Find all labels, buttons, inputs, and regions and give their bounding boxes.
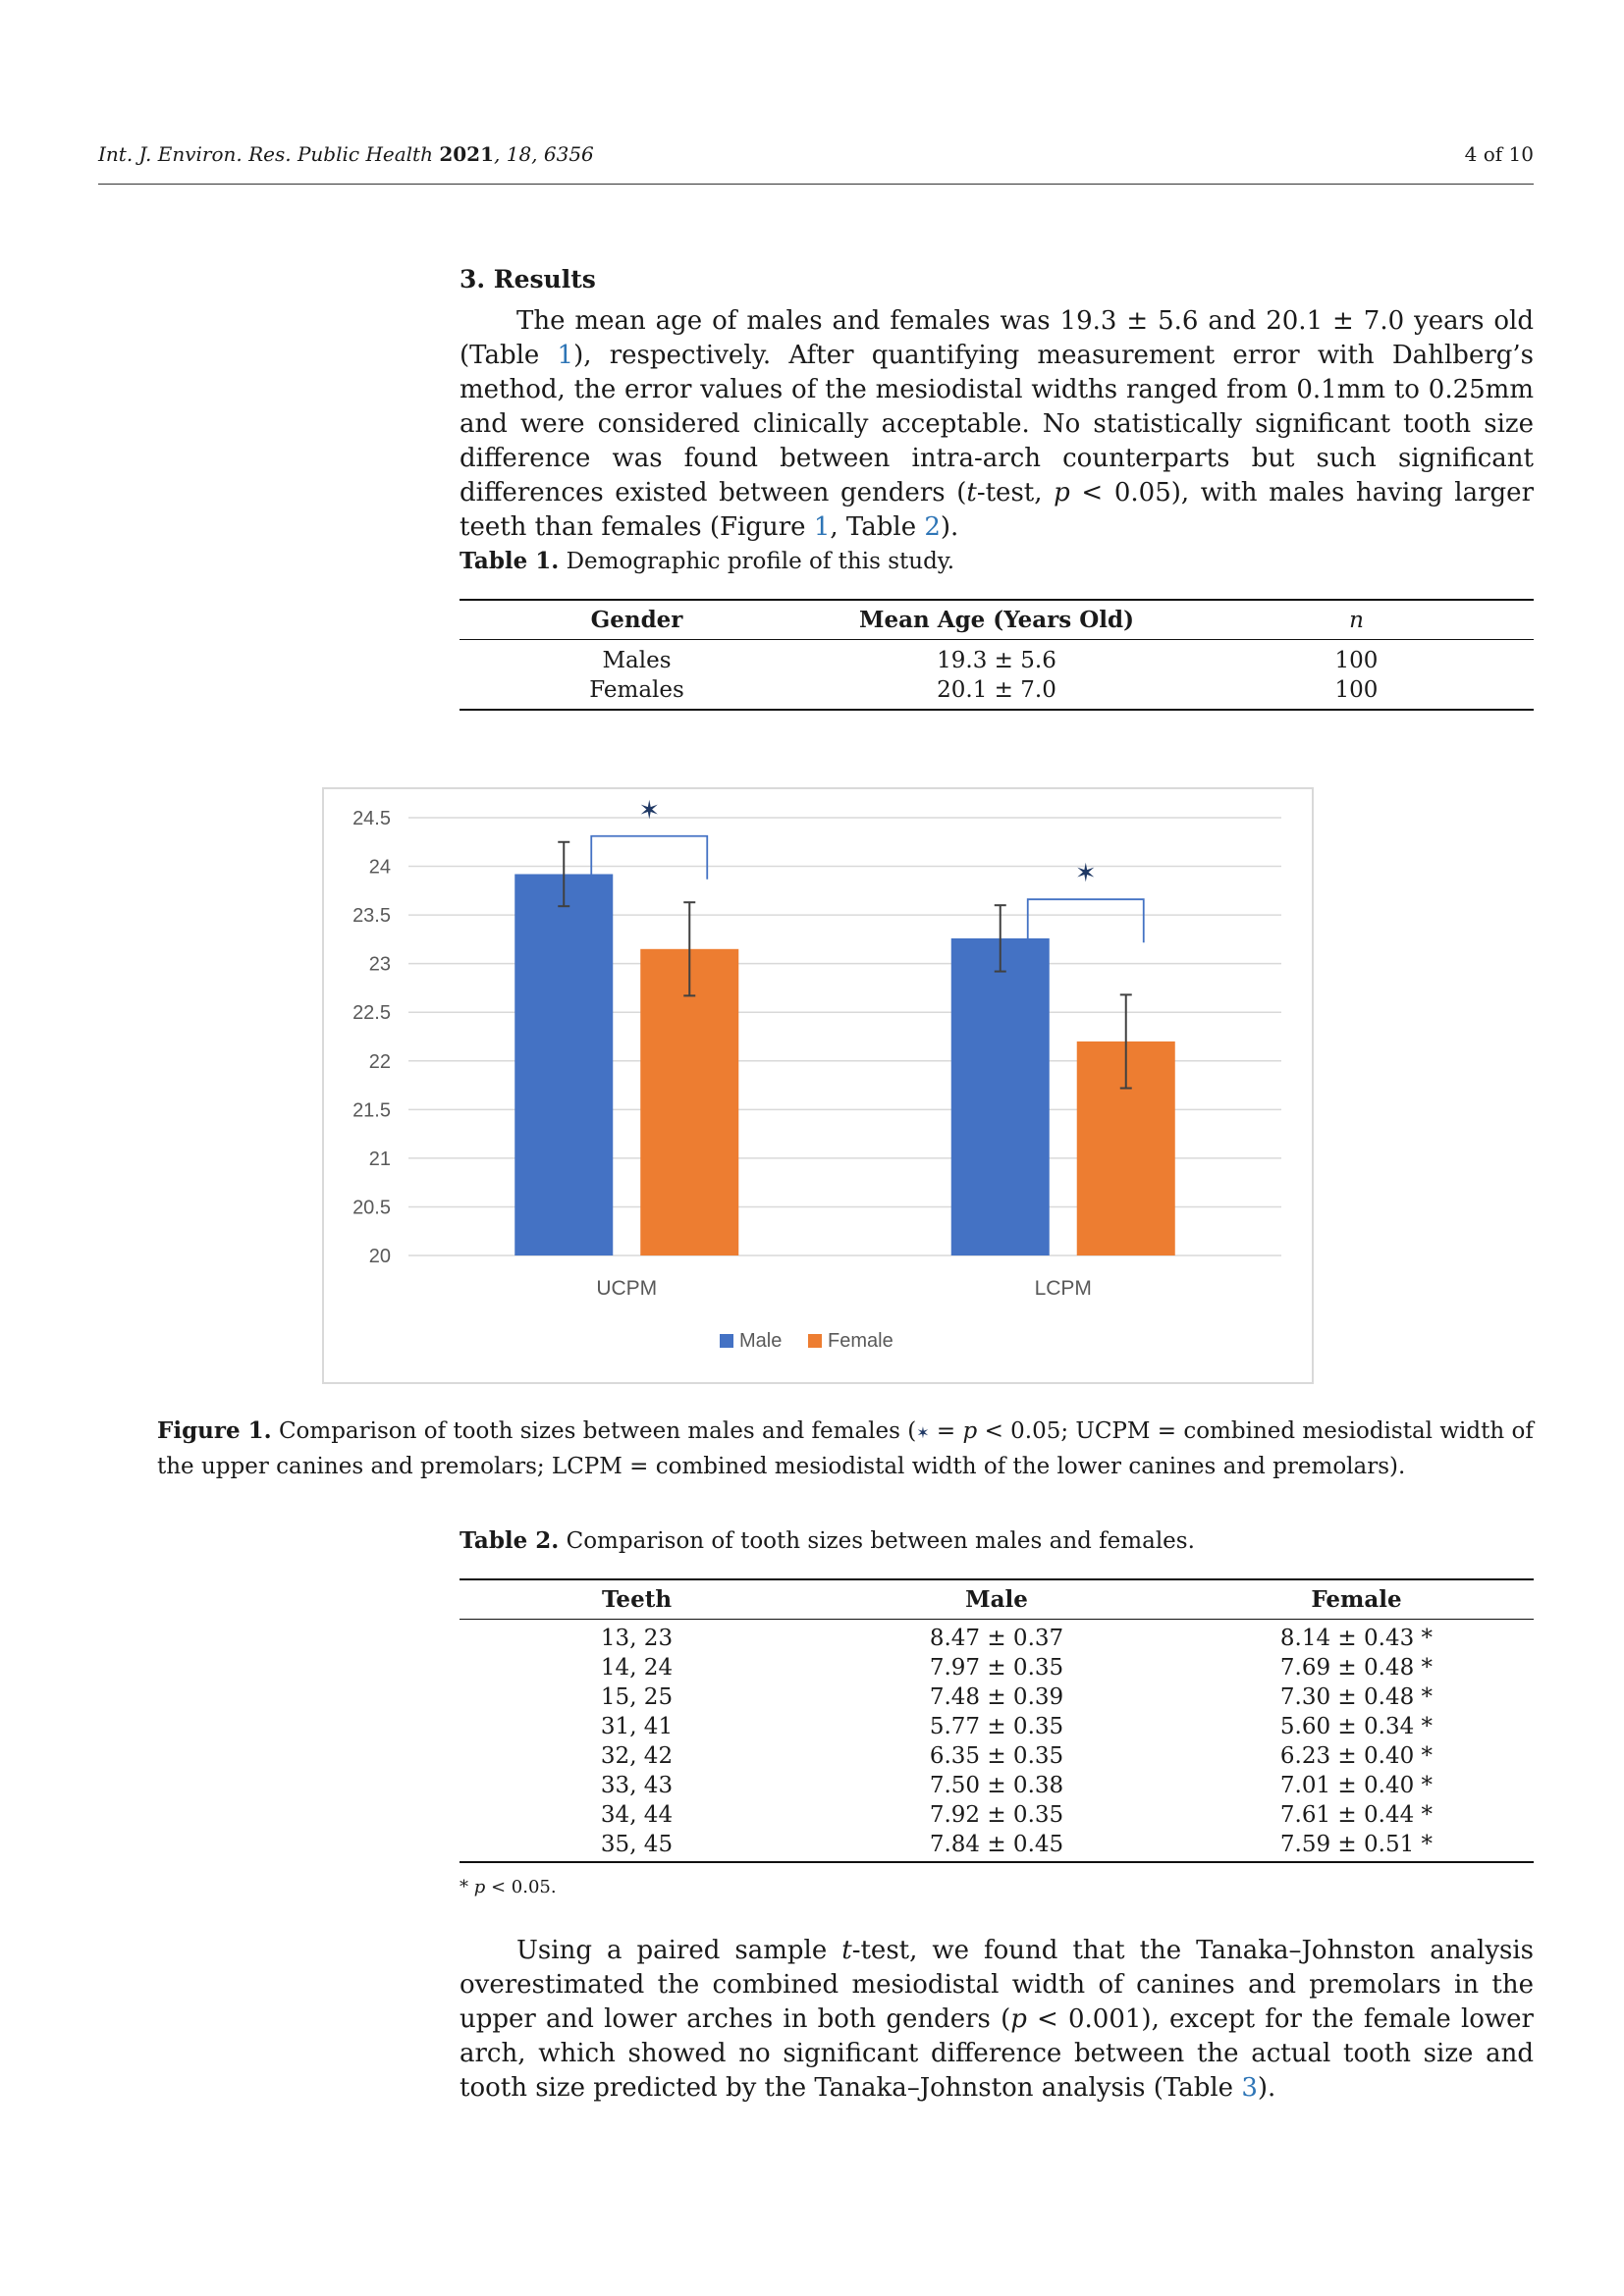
table1-header-mean-age: Mean Age (Years Old) [859, 607, 1134, 633]
table2-footnote [460, 1877, 1534, 1897]
y-tick-label: 23 [368, 953, 391, 976]
table-cell: 20.1 ± 7.0 [937, 677, 1056, 703]
significance-star-icon: ✶ [1074, 859, 1097, 889]
para1-text-6: ). [940, 512, 959, 542]
table-cell: 100 [1334, 648, 1379, 673]
table-cell: 7.97 ± 0.35 [929, 1655, 1064, 1681]
table-cell: 7.01 ± 0.40 * [1279, 1773, 1434, 1798]
para2-text-3: < 0.001), except for the female lower arch, which showed no significant difference between the actual tooth size and tooth size predicted by the Tanaka–Johnston analysis (Table [460, 2004, 1534, 2103]
figure1-caption-text-1: Comparison of tooth sizes between males and females ( [271, 1418, 917, 1444]
y-tick-label: 20.5 [352, 1197, 391, 1219]
table-cell: 19.3 ± 5.6 [937, 648, 1056, 673]
journal-volume: , 18, 6356 [494, 142, 594, 166]
y-tick-label: 22.5 [352, 1002, 391, 1025]
table-row [460, 1620, 1534, 1654]
x-category-label: UCPM [596, 1277, 658, 1300]
table-cell: 6.23 ± 0.40 * [1279, 1743, 1434, 1769]
y-tick-label: 22 [368, 1050, 391, 1073]
table2-header-row [460, 1579, 1534, 1620]
para1-p-symbol: p [1054, 478, 1070, 507]
table-cell: 33, 43 [600, 1773, 674, 1798]
legend-label-male: Male [739, 1330, 783, 1352]
figure1-chart [322, 787, 1314, 1384]
table3-link[interactable]: 3 [1241, 2073, 1258, 2103]
significance-star-icon: ✶ [916, 1423, 930, 1442]
table2-header-teeth: Teeth [601, 1586, 673, 1613]
table-row [460, 1741, 1534, 1771]
table-cell: 6.35 ± 0.35 [929, 1743, 1064, 1769]
table2-caption [460, 1527, 1534, 1554]
table-cell: 7.59 ± 0.51 * [1279, 1832, 1434, 1857]
footnote-text: < 0.05. [485, 1877, 557, 1897]
table-cell: 32, 42 [600, 1743, 674, 1769]
table-row [460, 1653, 1534, 1682]
table-cell: 8.14 ± 0.43 * [1279, 1626, 1434, 1651]
table-cell: 5.60 ± 0.34 * [1279, 1714, 1434, 1739]
para2-p-symbol: p [1010, 2004, 1027, 2034]
table-cell: 15, 25 [600, 1684, 674, 1710]
table2-header-male: Male [965, 1586, 1028, 1613]
bar-male-lcpm [951, 938, 1050, 1255]
results-paragraph-1 [460, 304, 1534, 545]
page-number: 4 of 10 [1464, 142, 1534, 166]
para1-t-symbol: t [966, 478, 977, 507]
table-row [460, 1800, 1534, 1830]
table-cell: 100 [1334, 677, 1379, 703]
significance-bracket [1028, 899, 1144, 942]
table2-caption-label: Table 2. [460, 1527, 560, 1554]
table2 [460, 1578, 1534, 1863]
significance-star-icon: ✶ [638, 795, 661, 826]
figure1-caption-p: p [962, 1418, 978, 1444]
table-cell: 7.50 ± 0.38 [929, 1773, 1064, 1798]
bar-male-ucpm [514, 874, 613, 1255]
x-category-label: LCPM [1034, 1277, 1092, 1300]
y-tick-label: 21.5 [352, 1099, 391, 1122]
journal-name: Int. J. Environ. Res. Public Health [98, 142, 433, 166]
figure1-chart-svg [324, 789, 1312, 1382]
figure1-caption-text-2: = [929, 1418, 963, 1444]
table-cell: 8.47 ± 0.37 [929, 1626, 1064, 1651]
table-cell: Males [602, 648, 672, 673]
para1-text-2: ), respectively. After quantifying measurement error with Dahlberg’s method, the error values of the mesiodistal widths ranged from 0.1mm to 0.25mm and were considered clinically acceptable. No statistically significant tooth size difference was found between intra-arch counterparts but such significant differences existed between genders ( [460, 341, 1535, 507]
table-cell: 35, 45 [600, 1832, 674, 1857]
y-tick-label: 23.5 [352, 905, 391, 928]
table-cell: 14, 24 [600, 1655, 674, 1681]
para2-text-1: Using a paired sample [516, 1936, 842, 1965]
table-cell: 7.30 ± 0.48 * [1279, 1684, 1434, 1710]
para1-text-3: -test, [976, 478, 1055, 507]
results-paragraph-2 [460, 1934, 1534, 2106]
table-cell: Females [589, 677, 684, 703]
table-cell: 13, 23 [600, 1626, 674, 1651]
para2-text-2: -test, we found that the Tanaka–Johnston analysis overestimated the combined mesiodistal width of canines and premolars in the upper and lower arches in both genders ( [460, 1936, 1535, 2034]
y-tick-label: 24 [368, 856, 391, 879]
table-row [460, 1712, 1534, 1741]
table2-header-female: Female [1311, 1586, 1402, 1613]
table1-header-n: n [1349, 607, 1364, 633]
table-row [460, 1771, 1534, 1800]
table1 [460, 599, 1534, 711]
journal-year: 2021 [439, 142, 494, 166]
legend-swatch-female [808, 1334, 822, 1348]
significance-bracket [591, 836, 707, 880]
para2-t-symbol: t [841, 1936, 852, 1965]
table-cell: 34, 44 [600, 1802, 674, 1828]
table2-caption-text: Comparison of tooth sizes between males and females. [559, 1528, 1195, 1554]
table1-caption-text: Demographic profile of this study. [559, 549, 955, 574]
table-cell: 5.77 ± 0.35 [929, 1714, 1064, 1739]
running-header-citation [98, 142, 594, 166]
table-cell: 7.48 ± 0.39 [929, 1684, 1064, 1710]
table-cell: 31, 41 [600, 1714, 674, 1739]
table-cell: 7.69 ± 0.48 * [1279, 1655, 1434, 1681]
table1-caption [460, 548, 1534, 574]
footnote-p: p [473, 1877, 486, 1897]
table1-header-row [460, 600, 1534, 640]
section-heading: 3. Results [460, 265, 596, 294]
y-tick-label: 20 [368, 1246, 391, 1267]
table-row [460, 1830, 1534, 1862]
table2-link[interactable]: 2 [924, 512, 941, 542]
table-row [460, 675, 1534, 710]
figure1-caption-label: Figure 1. [157, 1417, 272, 1444]
legend-swatch-male [720, 1334, 733, 1348]
y-tick-label: 24.5 [352, 808, 391, 829]
figure1-caption-text-3: < 0.05; UCPM = combined mesiodistal width of the upper canines and premolars; LCPM = combined mesiodistal width of the lower canines and premolars). [157, 1418, 1534, 1479]
para1-text-5: , Table [830, 512, 925, 542]
table-row [460, 640, 1534, 676]
table-cell: 7.61 ± 0.44 * [1279, 1802, 1434, 1828]
para1-text-4: < 0.05), with males having larger teeth than females (Figure [460, 478, 1534, 542]
y-tick-label: 21 [368, 1148, 391, 1170]
table-cell: 7.92 ± 0.35 [929, 1802, 1064, 1828]
figure1-caption [157, 1414, 1534, 1484]
table-cell: 7.84 ± 0.45 [929, 1832, 1064, 1857]
table1-link[interactable]: 1 [557, 341, 574, 370]
table-row [460, 1682, 1534, 1712]
para2-text-4: ). [1257, 2073, 1276, 2103]
footnote-star: * [460, 1877, 474, 1897]
para1-text-1: The mean age of males and females was 19.3 ± 5.6 and 20.1 ± 7.0 years old (Table [460, 306, 1534, 370]
table1-caption-label: Table 1. [460, 548, 560, 574]
figure1-link[interactable]: 1 [813, 512, 831, 542]
header-rule [98, 184, 1534, 185]
legend-label-female: Female [828, 1330, 893, 1352]
table1-header-gender: Gender [590, 607, 683, 633]
